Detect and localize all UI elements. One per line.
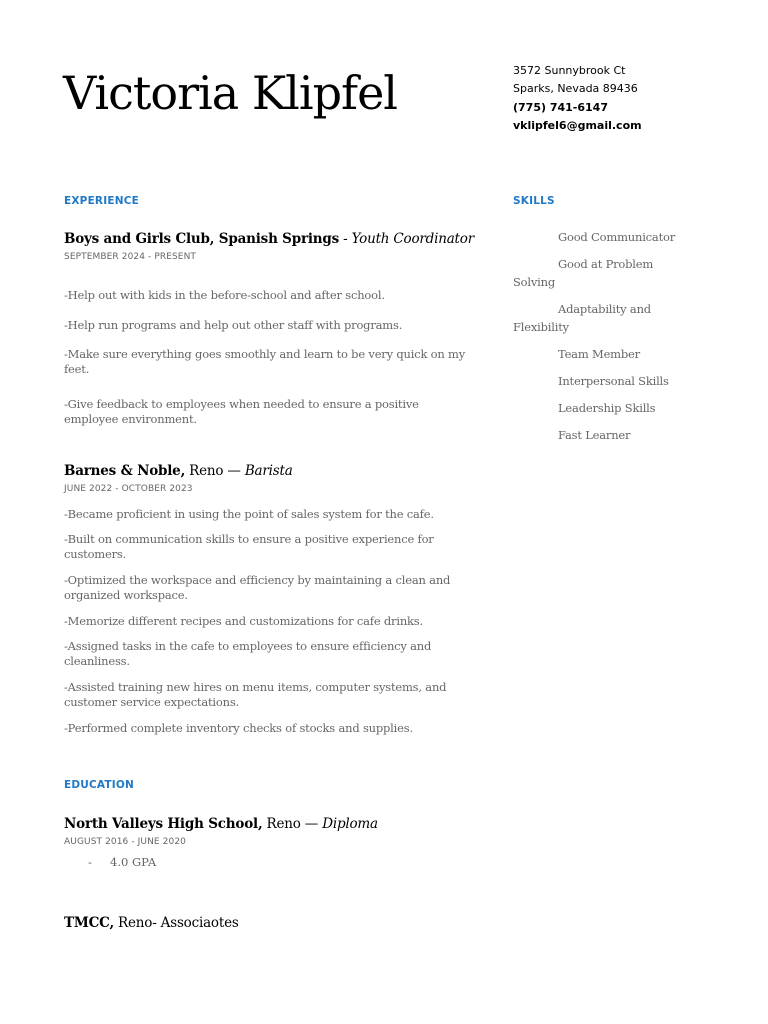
address-line-2: Sparks, Nevada 89436 — [513, 82, 638, 96]
skill-item: Leadership Skills — [558, 401, 656, 415]
job-organization: Boys and Girls Club, Spanish Springs — [64, 231, 340, 247]
job-dates: SEPTEMBER 2024 - PRESENT — [64, 252, 197, 262]
education-degree: Diploma — [322, 816, 378, 832]
education-heading: EDUCATION — [64, 779, 135, 791]
skill-item: Fast Learner — [558, 428, 631, 442]
job-bullet: -Memorize different recipes and customizations for cafe drinks. — [64, 614, 423, 628]
education-location: Reno- Associaotes — [113, 915, 239, 931]
job-role: Barista — [244, 463, 293, 479]
contact-block — [513, 62, 642, 135]
job-separator: - — [339, 231, 352, 247]
skill-item: Adaptability and Flexibility — [513, 302, 651, 334]
candidate-name: Victoria Klipfel — [63, 66, 398, 120]
education-location: Reno — — [262, 816, 323, 832]
job-location: Reno — — [185, 463, 245, 479]
education-detail — [64, 855, 474, 869]
skill-item: Team Member — [558, 347, 640, 361]
education-gpa: 4.0 GPA — [110, 855, 157, 869]
job-bullet: -Give feedback to employees when needed to ensure a positive employee environment. — [64, 397, 419, 426]
job-bullet: -Became proficient in using the point of sales system for the cafe. — [64, 507, 434, 521]
job-dates: JUNE 2022 - OCTOBER 2023 — [64, 484, 193, 494]
job-entry — [64, 462, 474, 494]
education-title — [64, 914, 474, 932]
job-entry — [64, 230, 474, 262]
skill-item: Good Communicator — [558, 230, 676, 244]
skill-item: Interpersonal Skills — [558, 374, 669, 388]
phone-number[interactable]: (775) 741-6147 — [513, 100, 608, 114]
education-detail-dash: - — [88, 855, 92, 869]
job-bullet: -Make sure everything goes smoothly and learn to be very quick on my feet. — [64, 347, 466, 376]
email-address[interactable]: vklipfel6@gmail.com — [513, 118, 642, 132]
job-bullet: -Optimized the workspace and efficiency by maintaining a clean and organized workspace. — [64, 573, 451, 602]
skills-heading: SKILLS — [513, 195, 555, 207]
job-role: Youth Coordinator — [351, 231, 474, 247]
education-entry — [64, 815, 474, 869]
education-dates: AUGUST 2016 - JUNE 2020 — [64, 837, 186, 847]
job-bullet: -Assisted training new hires on menu items, computer systems, and customer service expectations. — [64, 680, 447, 709]
education-school: North Valleys High School, — [64, 816, 263, 832]
experience-heading: EXPERIENCE — [64, 195, 139, 207]
job-bullet: -Assigned tasks in the cafe to employees to ensure efficiency and cleanliness. — [64, 639, 432, 668]
job-bullet: -Help out with kids in the before-school and after school. — [64, 288, 385, 302]
job-bullet: -Built on communication skills to ensure a positive experience for customers. — [64, 532, 434, 561]
skills-list — [513, 228, 693, 453]
job-bullet: -Help run programs and help out other staff with programs. — [64, 318, 403, 332]
address-line-1: 3572 Sunnybrook Ct — [513, 64, 626, 77]
job-title — [64, 230, 474, 248]
job-bullet: -Performed complete inventory checks of stocks and supplies. — [64, 721, 413, 735]
education-school: TMCC, — [64, 915, 114, 931]
job-title — [64, 462, 474, 480]
job-organization: Barnes & Noble, — [64, 463, 186, 479]
education-entry — [64, 914, 474, 932]
skill-item: Good at Problem Solving — [513, 257, 654, 289]
education-title — [64, 815, 474, 833]
